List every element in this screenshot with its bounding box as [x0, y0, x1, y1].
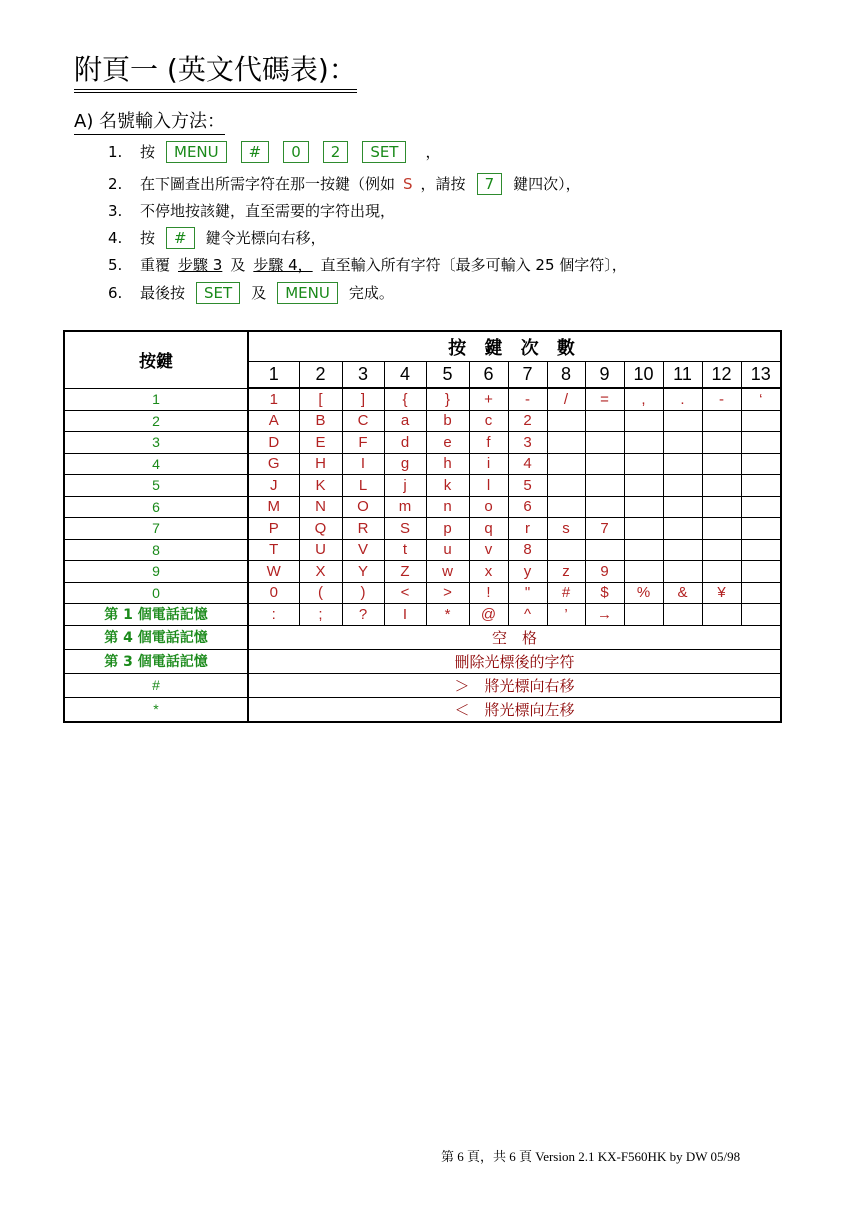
char-cell: /	[547, 388, 585, 410]
char-cell	[585, 410, 624, 432]
char-cell: X	[299, 561, 342, 583]
press-count-label: 2	[299, 362, 342, 389]
key-label: 0	[64, 582, 248, 604]
char-cell: w	[426, 561, 469, 583]
char-cell: z	[547, 561, 585, 583]
char-cell: )	[342, 582, 384, 604]
key-label: 5	[64, 475, 248, 497]
char-cell: 4	[508, 453, 547, 475]
char-cell: n	[426, 496, 469, 518]
step-number: 4.	[108, 229, 123, 247]
char-cell	[663, 518, 702, 540]
char-cell	[624, 496, 663, 518]
step-text: 最後按	[140, 284, 186, 302]
char-cell	[663, 539, 702, 561]
key-label: 8	[64, 539, 248, 561]
char-cell	[624, 539, 663, 561]
key-label: 1	[64, 388, 248, 410]
press-count-label: 7	[508, 362, 547, 389]
char-cell: 2	[508, 410, 547, 432]
char-cell	[741, 475, 781, 497]
char-cell: o	[469, 496, 508, 518]
step-1	[108, 140, 441, 164]
char-cell	[702, 539, 741, 561]
char-cell: ¥	[702, 582, 741, 604]
step-6	[108, 281, 394, 305]
char-cell	[624, 432, 663, 454]
char-cell: R	[342, 518, 384, 540]
key-set: SET	[196, 282, 240, 304]
step-text: 及	[230, 256, 246, 274]
step-text: 重覆	[140, 256, 171, 274]
table-row	[64, 410, 781, 432]
key-label: 2	[64, 410, 248, 432]
char-cell	[702, 496, 741, 518]
char-cell	[663, 410, 702, 432]
step-number: 3.	[108, 202, 123, 220]
key-label: 第 3 個電話記憶	[64, 649, 248, 673]
char-cell: F	[342, 432, 384, 454]
function-description: ＜ 將光標向左移	[248, 697, 781, 722]
press-count-label: 6	[469, 362, 508, 389]
char-cell: l	[469, 475, 508, 497]
step-number: 1.	[108, 143, 123, 161]
page-footer: 第 6 頁，共 6 頁 Version 2.1 KX-F560HK by DW 05/98	[441, 1149, 741, 1164]
char-cell: M	[248, 496, 299, 518]
char-cell: ,	[624, 388, 663, 410]
char-cell: $	[585, 582, 624, 604]
char-cell: x	[469, 561, 508, 583]
press-count-header: 按 鍵 次 數	[248, 331, 781, 362]
char-cell: s	[547, 518, 585, 540]
char-cell	[741, 432, 781, 454]
press-count-label: 1	[248, 362, 299, 389]
char-cell: y	[508, 561, 547, 583]
key-label: *	[64, 697, 248, 722]
char-cell	[585, 496, 624, 518]
section-heading: A) 名號輸入方法：	[74, 110, 225, 135]
key-set: SET	[362, 141, 406, 163]
char-cell	[741, 410, 781, 432]
page-title: 附頁一 (英文代碼表)：	[74, 52, 357, 90]
code-table	[63, 330, 782, 723]
char-cell: Y	[342, 561, 384, 583]
char-cell: H	[299, 453, 342, 475]
char-cell	[547, 475, 585, 497]
key-label: 6	[64, 496, 248, 518]
char-cell: :	[248, 604, 299, 626]
key-menu: MENU	[166, 141, 227, 163]
step-text: 鍵四次），	[513, 175, 581, 193]
char-cell: G	[248, 453, 299, 475]
char-cell: q	[469, 518, 508, 540]
char-cell	[663, 432, 702, 454]
code-table-body	[64, 388, 781, 722]
table-row	[64, 697, 781, 722]
char-cell	[624, 604, 663, 626]
char-cell: P	[248, 518, 299, 540]
step-3	[108, 199, 395, 223]
char-cell: j	[384, 475, 426, 497]
char-cell: 9	[585, 561, 624, 583]
char-cell: →	[585, 604, 624, 626]
char-cell: 3	[508, 432, 547, 454]
char-cell	[702, 561, 741, 583]
char-cell: +	[469, 388, 508, 410]
char-cell: &	[663, 582, 702, 604]
char-cell: .	[663, 388, 702, 410]
example-char: S	[403, 175, 413, 193]
char-cell: 1	[248, 388, 299, 410]
char-cell	[663, 475, 702, 497]
char-cell: <	[384, 582, 426, 604]
char-cell: W	[248, 561, 299, 583]
step-reference: 步驟 3	[178, 256, 223, 274]
char-cell: t	[384, 539, 426, 561]
table-row	[64, 625, 781, 649]
char-cell: d	[384, 432, 426, 454]
table-row	[64, 561, 781, 583]
char-cell	[702, 475, 741, 497]
step-text: 及	[251, 284, 267, 302]
char-cell: e	[426, 432, 469, 454]
char-cell: p	[426, 518, 469, 540]
char-cell: 7	[585, 518, 624, 540]
char-cell: (	[299, 582, 342, 604]
key-column-header: 按鍵	[64, 331, 248, 388]
char-cell: Z	[384, 561, 426, 583]
key-7: 7	[477, 173, 503, 195]
char-cell	[585, 475, 624, 497]
step-2	[108, 172, 581, 196]
char-cell	[702, 410, 741, 432]
char-cell: N	[299, 496, 342, 518]
char-cell: i	[469, 453, 508, 475]
press-count-label: 3	[342, 362, 384, 389]
char-cell: D	[248, 432, 299, 454]
key-0: 0	[283, 141, 309, 163]
char-cell: >	[426, 582, 469, 604]
char-cell: K	[299, 475, 342, 497]
char-cell: ^	[508, 604, 547, 626]
table-row	[64, 673, 781, 697]
char-cell	[585, 453, 624, 475]
char-cell: h	[426, 453, 469, 475]
char-cell: {	[384, 388, 426, 410]
char-cell: -	[702, 388, 741, 410]
char-cell: r	[508, 518, 547, 540]
char-cell	[702, 604, 741, 626]
char-cell: %	[624, 582, 663, 604]
char-cell	[624, 453, 663, 475]
step-number: 2.	[108, 175, 123, 193]
char-cell: a	[384, 410, 426, 432]
step-text: 直至輸入所有字符〔最多可輸入 25 個字符〕，	[320, 256, 627, 274]
char-cell: I	[342, 453, 384, 475]
char-cell: I	[384, 604, 426, 626]
char-cell: ]	[342, 388, 384, 410]
char-cell: ‘	[741, 388, 781, 410]
char-cell: !	[469, 582, 508, 604]
press-count-label: 13	[741, 362, 781, 389]
char-cell	[741, 453, 781, 475]
step-text: ，	[425, 143, 441, 161]
table-row	[64, 539, 781, 561]
char-cell: V	[342, 539, 384, 561]
char-cell	[547, 453, 585, 475]
char-cell	[741, 518, 781, 540]
key-label: #	[64, 673, 248, 697]
table-row	[64, 475, 781, 497]
press-count-label: 9	[585, 362, 624, 389]
char-cell: c	[469, 410, 508, 432]
step-text: 完成。	[348, 284, 394, 302]
step-text: 不停地按該鍵，直至需要的字符出現，	[140, 202, 396, 220]
press-count-label: 12	[702, 362, 741, 389]
step-text: 按	[140, 143, 156, 161]
table-row	[64, 453, 781, 475]
char-cell	[663, 453, 702, 475]
char-cell	[547, 539, 585, 561]
char-cell: [	[299, 388, 342, 410]
char-cell: J	[248, 475, 299, 497]
function-description: 刪除光標後的字符	[248, 649, 781, 673]
key-menu: MENU	[277, 282, 338, 304]
char-cell: 5	[508, 475, 547, 497]
char-cell: g	[384, 453, 426, 475]
char-cell: "	[508, 582, 547, 604]
char-cell	[741, 561, 781, 583]
key-label: 第 4 個電話記憶	[64, 625, 248, 649]
char-cell	[585, 432, 624, 454]
char-cell: O	[342, 496, 384, 518]
char-cell: #	[547, 582, 585, 604]
press-count-label: 11	[663, 362, 702, 389]
step-5	[108, 253, 627, 277]
step-text: ，請按	[420, 175, 466, 193]
char-cell: A	[248, 410, 299, 432]
char-cell	[624, 475, 663, 497]
char-cell	[624, 410, 663, 432]
char-cell	[741, 496, 781, 518]
char-cell: Q	[299, 518, 342, 540]
char-cell: -	[508, 388, 547, 410]
step-number: 6.	[108, 284, 123, 302]
function-description: ＞ 將光標向右移	[248, 673, 781, 697]
char-cell: T	[248, 539, 299, 561]
char-cell: 0	[248, 582, 299, 604]
step-text: 按	[140, 229, 156, 247]
press-count-label: 8	[547, 362, 585, 389]
char-cell: =	[585, 388, 624, 410]
key-label: 3	[64, 432, 248, 454]
char-cell	[547, 410, 585, 432]
press-count-label: 5	[426, 362, 469, 389]
step-reference: 步驟 4，	[253, 256, 313, 274]
table-row	[64, 649, 781, 673]
char-cell: m	[384, 496, 426, 518]
char-cell: U	[299, 539, 342, 561]
key-2: 2	[323, 141, 349, 163]
char-cell: u	[426, 539, 469, 561]
char-cell: *	[426, 604, 469, 626]
char-cell: ’	[547, 604, 585, 626]
table-row	[64, 604, 781, 626]
table-row	[64, 582, 781, 604]
step-text: 在下圖查出所需字符在那一按鍵（例如	[140, 175, 396, 193]
char-cell: 6	[508, 496, 547, 518]
char-cell	[741, 604, 781, 626]
char-cell	[663, 604, 702, 626]
char-cell	[702, 432, 741, 454]
char-cell	[585, 539, 624, 561]
char-cell: }	[426, 388, 469, 410]
table-row	[64, 388, 781, 410]
press-count-label: 10	[624, 362, 663, 389]
char-cell	[741, 539, 781, 561]
key-hash: #	[241, 141, 270, 163]
char-cell: k	[426, 475, 469, 497]
char-cell: b	[426, 410, 469, 432]
char-cell	[663, 561, 702, 583]
table-row	[64, 496, 781, 518]
step-text: 鍵令光標向右移，	[205, 229, 326, 247]
function-description: 空 格	[248, 625, 781, 649]
char-cell	[663, 496, 702, 518]
char-cell: v	[469, 539, 508, 561]
code-table-wrapper	[63, 330, 782, 723]
table-row	[64, 518, 781, 540]
char-cell	[547, 496, 585, 518]
press-count-label: 4	[384, 362, 426, 389]
char-cell: E	[299, 432, 342, 454]
step-4	[108, 226, 326, 250]
char-cell: ?	[342, 604, 384, 626]
char-cell	[624, 518, 663, 540]
key-label: 4	[64, 453, 248, 475]
char-cell	[702, 518, 741, 540]
char-cell	[547, 432, 585, 454]
char-cell: L	[342, 475, 384, 497]
key-label: 第 1 個電話記憶	[64, 604, 248, 626]
key-hash: #	[166, 227, 195, 249]
char-cell: 8	[508, 539, 547, 561]
char-cell: S	[384, 518, 426, 540]
char-cell: @	[469, 604, 508, 626]
key-label: 9	[64, 561, 248, 583]
char-cell: B	[299, 410, 342, 432]
char-cell: f	[469, 432, 508, 454]
step-number: 5.	[108, 256, 123, 274]
char-cell	[702, 453, 741, 475]
char-cell	[624, 561, 663, 583]
char-cell	[741, 582, 781, 604]
char-cell: C	[342, 410, 384, 432]
key-label: 7	[64, 518, 248, 540]
char-cell: ;	[299, 604, 342, 626]
table-row	[64, 432, 781, 454]
